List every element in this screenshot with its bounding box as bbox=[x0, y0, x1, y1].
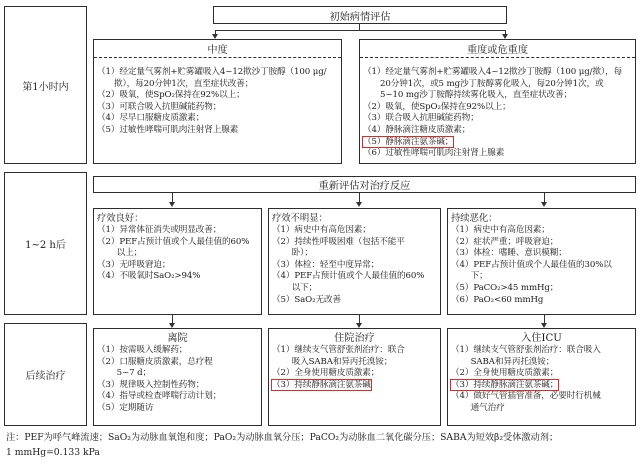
unclear-item-5: （5）SaO₂无改善 bbox=[272, 294, 341, 305]
worse-item-6: （6）PaO₂<60 mmHg bbox=[451, 294, 544, 305]
severe-item-4: （4）静脉滴注糖皮质激素； bbox=[363, 124, 471, 135]
footnote-line-2: 1 mmHg=0.133 kPa bbox=[6, 447, 100, 458]
inpatient-item-1: （1）继续支气管舒张剂治疗：联合 bbox=[272, 345, 405, 355]
moderate-item-4: （4）尽早口服糖皮质激素； bbox=[97, 113, 205, 124]
worsening-title: 持续恶化： bbox=[451, 213, 498, 224]
good-item-3: （3）无呼吸窘迫； bbox=[97, 259, 171, 270]
severe-item-5-highlight bbox=[363, 137, 635, 149]
severe-item-6: （6）过敏性哮喘可肌肉注射肾上腺素 bbox=[363, 148, 505, 159]
worse-item-3: （3）体检：嗜睡、意识模糊； bbox=[451, 248, 567, 259]
unclear-item-2: （2）持续性呼吸困难（包括不能平 bbox=[272, 236, 405, 247]
inpatient-item-1-cont: 吸入SABA和异丙托溴铵； bbox=[272, 356, 393, 367]
aminophylline-highlight: （3）持续静脉滴注氨茶碱； bbox=[451, 379, 559, 390]
severe-severity-box bbox=[359, 39, 636, 164]
severe-item-3: （3）联合吸入抗胆碱能药物； bbox=[363, 113, 479, 124]
discharge-item-1: （1）按需吸入缓解药； bbox=[97, 345, 188, 355]
worse-item-1: （1）病史中有高危因素； bbox=[451, 225, 550, 235]
good-item-2: （2）PEF占预计值或个人最佳值的60% bbox=[97, 236, 250, 247]
inpatient-item-3-highlight bbox=[272, 380, 440, 392]
unclear-response-box bbox=[268, 208, 441, 315]
inpatient-box bbox=[268, 328, 441, 426]
discharge-item-4: （4）指导或检查哮喘行动计划； bbox=[97, 391, 222, 402]
worse-item-4-cont: 下； bbox=[451, 271, 488, 282]
unclear-response-title: 疗效不明显： bbox=[272, 213, 328, 224]
moderate-item-1: （1）经定量气雾剂+贮雾罐吸入4~12揿沙丁胺醇（100 μg/ bbox=[97, 67, 327, 77]
icu-title: 入住ICU bbox=[521, 332, 562, 344]
worse-item-2: （2）症状严重；呼吸窘迫； bbox=[451, 236, 559, 247]
inpatient-item-2: （2）全身使用糖皮质激素； bbox=[272, 368, 380, 379]
aminophylline-highlight: （5）静脉滴注氨茶碱； bbox=[363, 136, 454, 147]
icu-item-4: （4）做好气管插管准备，必要时行机械 bbox=[451, 391, 601, 402]
stage-label-follow-up: 后续治疗 bbox=[4, 323, 87, 426]
moderate-severity-box bbox=[93, 39, 342, 164]
icu-item-4-cont: 通气治疗 bbox=[451, 402, 505, 413]
initial-assessment-box: 初始病情评估 bbox=[213, 6, 507, 24]
good-item-2-cont: 以上； bbox=[97, 248, 143, 259]
arrow-down-icon bbox=[169, 202, 175, 207]
aminophylline-highlight: （3）持续静脉滴注氨茶碱 bbox=[272, 379, 371, 390]
icu-item-3-highlight bbox=[451, 380, 635, 392]
worsening-box bbox=[447, 208, 636, 315]
discharge-item-5: （5）定期随访 bbox=[97, 402, 154, 413]
arrow-down-icon bbox=[356, 202, 362, 207]
worse-item-5: （5）PaCO₂>45 mmHg； bbox=[451, 282, 559, 293]
discharge-item-2-cont: 5~7 d； bbox=[97, 368, 151, 379]
worse-item-4: （4）PEF占预计值或个人最佳值的30%以 bbox=[451, 259, 612, 270]
moderate-title: 中度 bbox=[207, 45, 228, 56]
discharge-item-2: （2）口服糖皮质激素，总疗程 bbox=[97, 356, 213, 367]
good-response-box bbox=[93, 208, 262, 315]
discharge-item-3: （3）规律吸入控制性药物； bbox=[97, 379, 205, 390]
unclear-item-1: （1）病史中有高危因素； bbox=[272, 225, 371, 235]
severe-item-1-cont: 5~10 mg沙丁胺醇持续雾化吸入，直至症状改善； bbox=[363, 90, 573, 101]
good-response-title: 疗效良好： bbox=[97, 213, 144, 224]
stage-label-first-hour: 第1小时内 bbox=[4, 6, 87, 164]
discharge-box bbox=[93, 328, 262, 426]
good-item-1: （1）异常体征消失或明显改善； bbox=[97, 225, 222, 235]
severe-item-1-cont: 20分钟1次，或5 mg沙丁胺醇雾化吸入，每20分钟1次，或 bbox=[363, 78, 604, 89]
unclear-item-3: （3）体检：轻至中度异常； bbox=[272, 259, 380, 270]
inpatient-title: 住院治疗 bbox=[334, 332, 375, 344]
unclear-item-4-cont: 以下； bbox=[272, 282, 318, 293]
icu-item-1: （1）继续支气管舒张剂治疗：联合吸入 bbox=[451, 345, 601, 355]
moderate-item-5: （5）过敏性哮喘可肌肉注射肾上腺素 bbox=[97, 124, 239, 135]
icu-item-2: （2）全身使用糖皮质激素； bbox=[451, 368, 559, 379]
arrow-down-icon bbox=[541, 202, 547, 207]
severe-item-1: （1）经定量气雾剂+贮雾罐吸入4~12揿沙丁胺醇（100 μg/揿），每 bbox=[363, 67, 623, 77]
discharge-title: 离院 bbox=[167, 332, 188, 344]
reassessment-box: 重新评估对治疗反应 bbox=[93, 176, 636, 193]
good-item-4: （4）不吸氧时SaO₂>94% bbox=[97, 271, 201, 282]
icu-box bbox=[447, 328, 636, 426]
footnote-line-1: 注：PEF为呼气峰流速；SaO₂为动脉血氧饱和度；PaO₂为动脉血氧分压；PaCO₂为动脉血二氧化碳分压；SABA为短效β₂受体激动剂； bbox=[6, 432, 559, 443]
unclear-item-2-cont: 卧）； bbox=[272, 248, 313, 259]
unclear-item-4: （4）PEF占预计值或个人最佳值的60% bbox=[272, 271, 425, 282]
connector bbox=[215, 30, 506, 31]
moderate-item-2: （2）吸氧，使SpO₂保持在92%以上； bbox=[97, 90, 245, 101]
moderate-item-3: （3）可联合吸入抗胆碱能药物； bbox=[97, 101, 222, 112]
moderate-item-1-cont: 揿），每20分钟1次，直至症状改善； bbox=[97, 78, 254, 89]
severe-title: 重度或危重度 bbox=[466, 45, 529, 56]
stage-label-1-2h: 1~2 h后 bbox=[4, 172, 87, 315]
icu-item-1-cont: SABA和异丙托溴铵； bbox=[451, 356, 555, 367]
severe-item-2: （2）吸氧，使SpO₂保持在92%以上； bbox=[363, 101, 511, 112]
